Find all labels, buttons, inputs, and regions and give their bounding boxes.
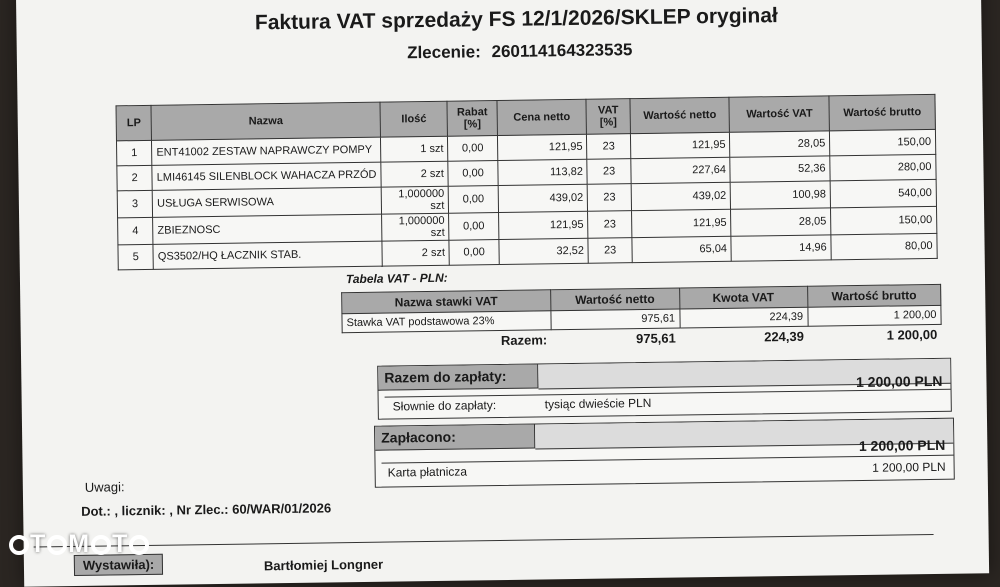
- cell-lp: 2: [117, 165, 153, 190]
- invoice-title: Faktura VAT sprzedaży FS 12/1/2026/SKLEP oryginał: [254, 4, 778, 35]
- cell-name: ZBIEZNOSC: [153, 214, 382, 244]
- cell-net: 65,04: [632, 236, 732, 262]
- cell-discount: 0,00: [448, 136, 498, 162]
- col-vat: VAT [%]: [586, 99, 630, 135]
- cell-gross: 540,00: [830, 179, 936, 207]
- to-pay-label: Razem do zapłaty:: [378, 364, 538, 390]
- col-discount: Rabat [%]: [447, 101, 497, 137]
- cell-name: ENT41002 ZESTAW NAPRAWCZY POMPY: [152, 137, 381, 165]
- vat-total-net: 975,61: [635, 330, 676, 347]
- paid-label: Zapłacono:: [375, 425, 535, 451]
- cell-price: 121,95: [497, 134, 587, 160]
- col-gross: Wartość brutto: [829, 94, 935, 130]
- cell-discount: 0,00: [449, 240, 499, 266]
- order-reference: 60/WAR/01/2026: [232, 500, 332, 517]
- col-net: Wartość netto: [630, 97, 730, 133]
- vat-rate-name: Stawka VAT podstawowa 23%: [342, 311, 551, 333]
- notes-label: Uwagi:: [84, 479, 125, 495]
- cell-vat: 23: [588, 184, 632, 212]
- cell-lp: 5: [118, 244, 154, 269]
- order-number: 260114164323535: [491, 40, 633, 62]
- order-line: [197, 37, 837, 66]
- vat-total-label: Razem:: [500, 332, 548, 348]
- cell-name: LMI46145 SILENBLOCK WAHACZA PRZÓD: [152, 162, 381, 190]
- to-pay-box: [377, 358, 952, 420]
- dot-label: Dot.:: [81, 503, 111, 519]
- items-table: [115, 94, 937, 270]
- vat-row-vat: 224,39: [679, 307, 807, 328]
- vat-table: [341, 284, 942, 352]
- paid-box: [374, 418, 955, 488]
- cell-gross: 150,00: [830, 129, 936, 155]
- vat-row-net: 975,61: [551, 309, 680, 330]
- cell-vat-value: 100,98: [731, 181, 831, 209]
- cell-lp: 4: [118, 217, 154, 244]
- cell-lp: 3: [117, 190, 153, 217]
- cell-gross: 80,00: [831, 233, 937, 259]
- cell-qty: 2 szt: [382, 240, 450, 266]
- to-pay-amount: 1 200,00 PLN: [855, 372, 943, 391]
- vat-col-amount: Kwota VAT: [679, 286, 807, 309]
- cell-lp: 1: [116, 140, 152, 165]
- payment-method: Karta płatnicza: [387, 464, 468, 480]
- cell-discount: 0,00: [449, 186, 499, 214]
- col-vat-value: Wartość VAT: [729, 96, 829, 132]
- cell-qty: 1,000000 szt: [381, 186, 449, 214]
- cell-vat-value: 28,05: [731, 208, 831, 236]
- payment-method-amount: 1 200,00 PLN: [872, 459, 946, 475]
- cell-net: 227,64: [631, 157, 731, 183]
- col-name: Nazwa: [151, 102, 380, 140]
- cell-name: USŁUGA SERWISOWA: [152, 187, 381, 217]
- vat-table-title: Tabela VAT - PLN:: [345, 270, 448, 287]
- cell-price: 32,52: [499, 238, 589, 264]
- vat-col-name: Nazwa stawki VAT: [342, 290, 551, 314]
- issuer-name: Bartłomiej Longner: [263, 556, 384, 574]
- cell-qty: 2 szt: [381, 161, 449, 187]
- cell-name: QS3502/HQ ŁACZNIK STAB.: [153, 241, 382, 269]
- otomoto-logo: T M T: [8, 530, 150, 559]
- paid-method-row: [382, 455, 954, 482]
- cell-vat: 23: [588, 211, 632, 239]
- cell-net: 121,95: [631, 209, 731, 237]
- words-value: tysiąc dwieście PLN: [544, 395, 652, 412]
- order-label: Zlecenie:: [406, 42, 481, 63]
- col-price: Cena netto: [497, 99, 587, 135]
- to-pay-words-row: [385, 389, 951, 416]
- cell-vat: 23: [587, 134, 631, 160]
- cell-vat: 23: [587, 159, 631, 185]
- dot-rest: , licznik: , Nr Zlec.:: [114, 501, 229, 519]
- paid-amount: 1 200,00 PLN: [858, 436, 946, 455]
- cell-net: 121,95: [630, 132, 730, 158]
- cell-vat: 23: [588, 238, 632, 264]
- cell-discount: 0,00: [449, 213, 499, 241]
- cell-discount: 0,00: [448, 161, 498, 187]
- cell-vat-value: 28,05: [730, 131, 830, 157]
- cell-gross: 150,00: [831, 206, 937, 234]
- words-label: Słownie do zapłaty:: [392, 398, 497, 414]
- cell-vat-value: 52,36: [730, 156, 830, 182]
- cell-price: 113,82: [498, 159, 588, 185]
- cell-qty: 1 szt: [380, 136, 448, 162]
- cell-net: 439,02: [631, 182, 731, 210]
- vat-row-gross: 1 200,00: [808, 305, 942, 326]
- cell-price: 439,02: [498, 184, 588, 212]
- cell-gross: 280,00: [830, 154, 936, 180]
- vat-col-net: Wartość netto: [550, 288, 679, 311]
- vat-total-vat: 224,39: [764, 328, 805, 345]
- cell-qty: 1,000000 szt: [381, 213, 449, 241]
- cell-vat-value: 14,96: [731, 235, 831, 261]
- col-qty: Ilość: [380, 101, 448, 137]
- vat-col-gross: Wartość brutto: [807, 284, 941, 307]
- col-lp: LP: [116, 105, 152, 140]
- notes-line: [81, 500, 331, 518]
- cell-price: 121,95: [498, 211, 588, 239]
- issuer-label: Wystawiła):: [74, 554, 164, 576]
- vat-total-gross: 1 200,00: [886, 326, 938, 343]
